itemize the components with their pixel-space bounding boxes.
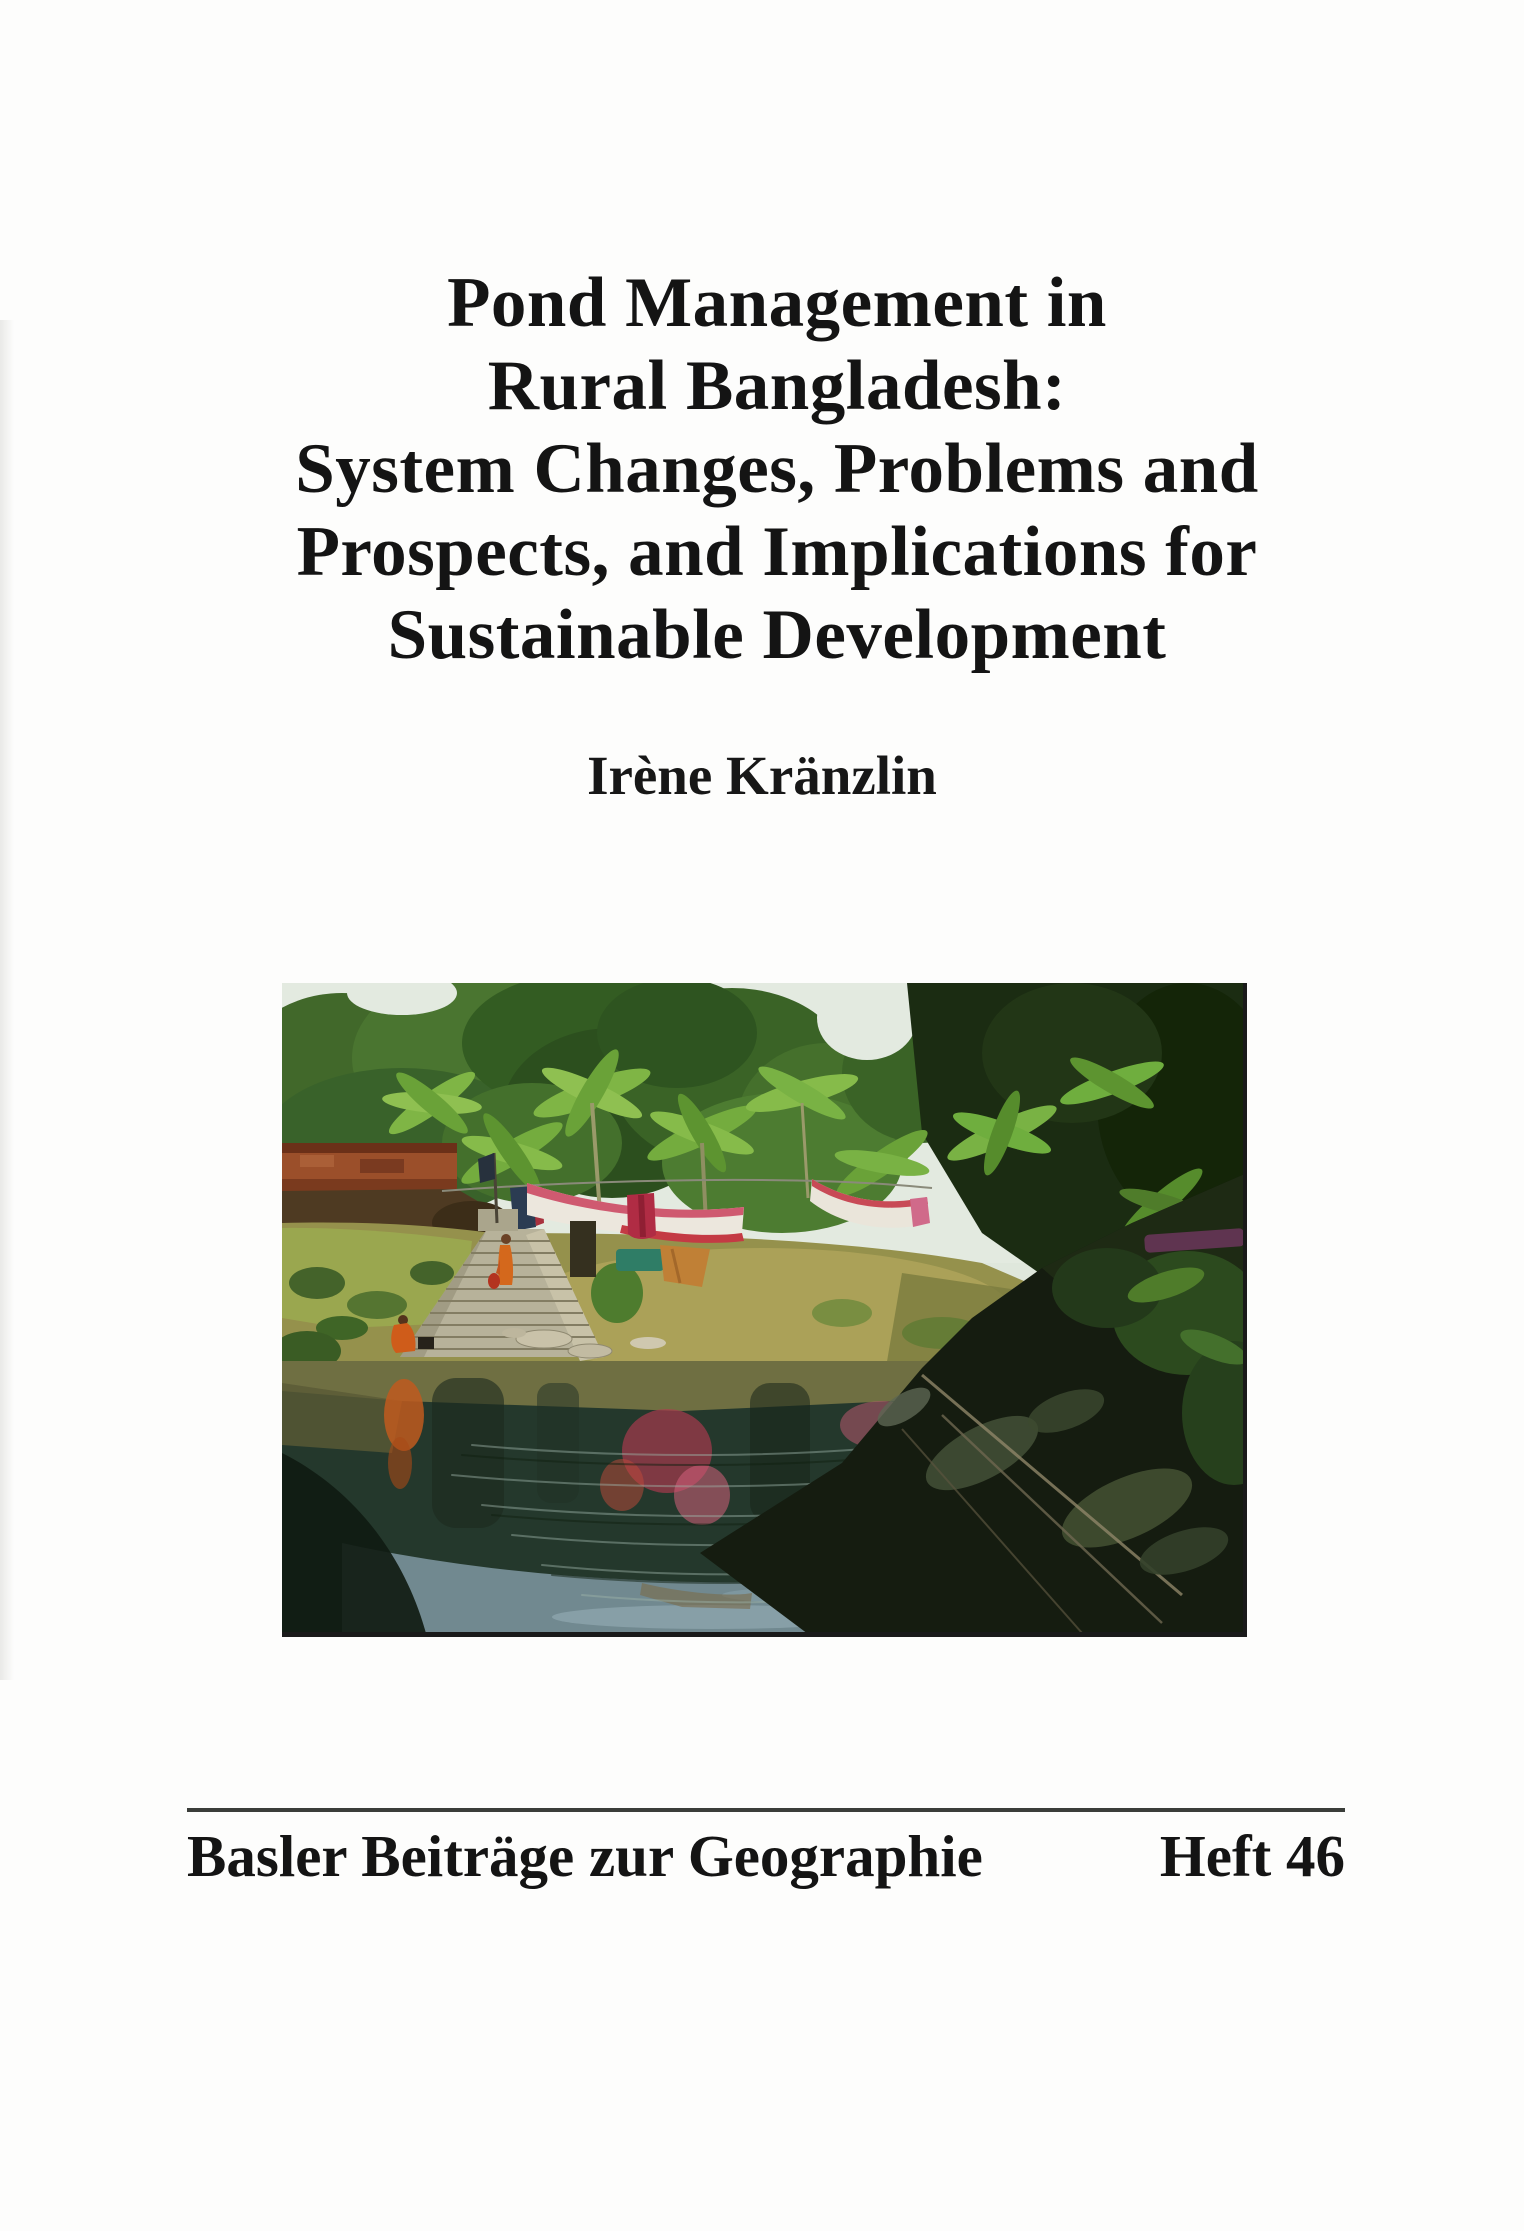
issue-number: Heft 46 xyxy=(1159,1823,1345,1889)
footer xyxy=(187,1824,1345,1888)
author-name: Irène Kränzlin xyxy=(587,745,937,806)
title-line-1: Pond Management in xyxy=(447,264,1107,342)
pond-scene xyxy=(282,983,1247,1637)
title-line-4: Prospects, and Implications for xyxy=(296,513,1258,591)
title-line-3: System Changes, Problems and xyxy=(295,430,1259,508)
scan-edge-shading xyxy=(0,320,14,1680)
series-title: Basler Beiträge zur Geographie xyxy=(187,1823,983,1889)
title-line-5: Sustainable Development xyxy=(387,596,1167,674)
footer-rule xyxy=(187,1808,1345,1812)
cover-photo xyxy=(282,983,1247,1637)
book-title xyxy=(30,262,1524,677)
title-line-2: Rural Bangladesh: xyxy=(487,347,1067,425)
